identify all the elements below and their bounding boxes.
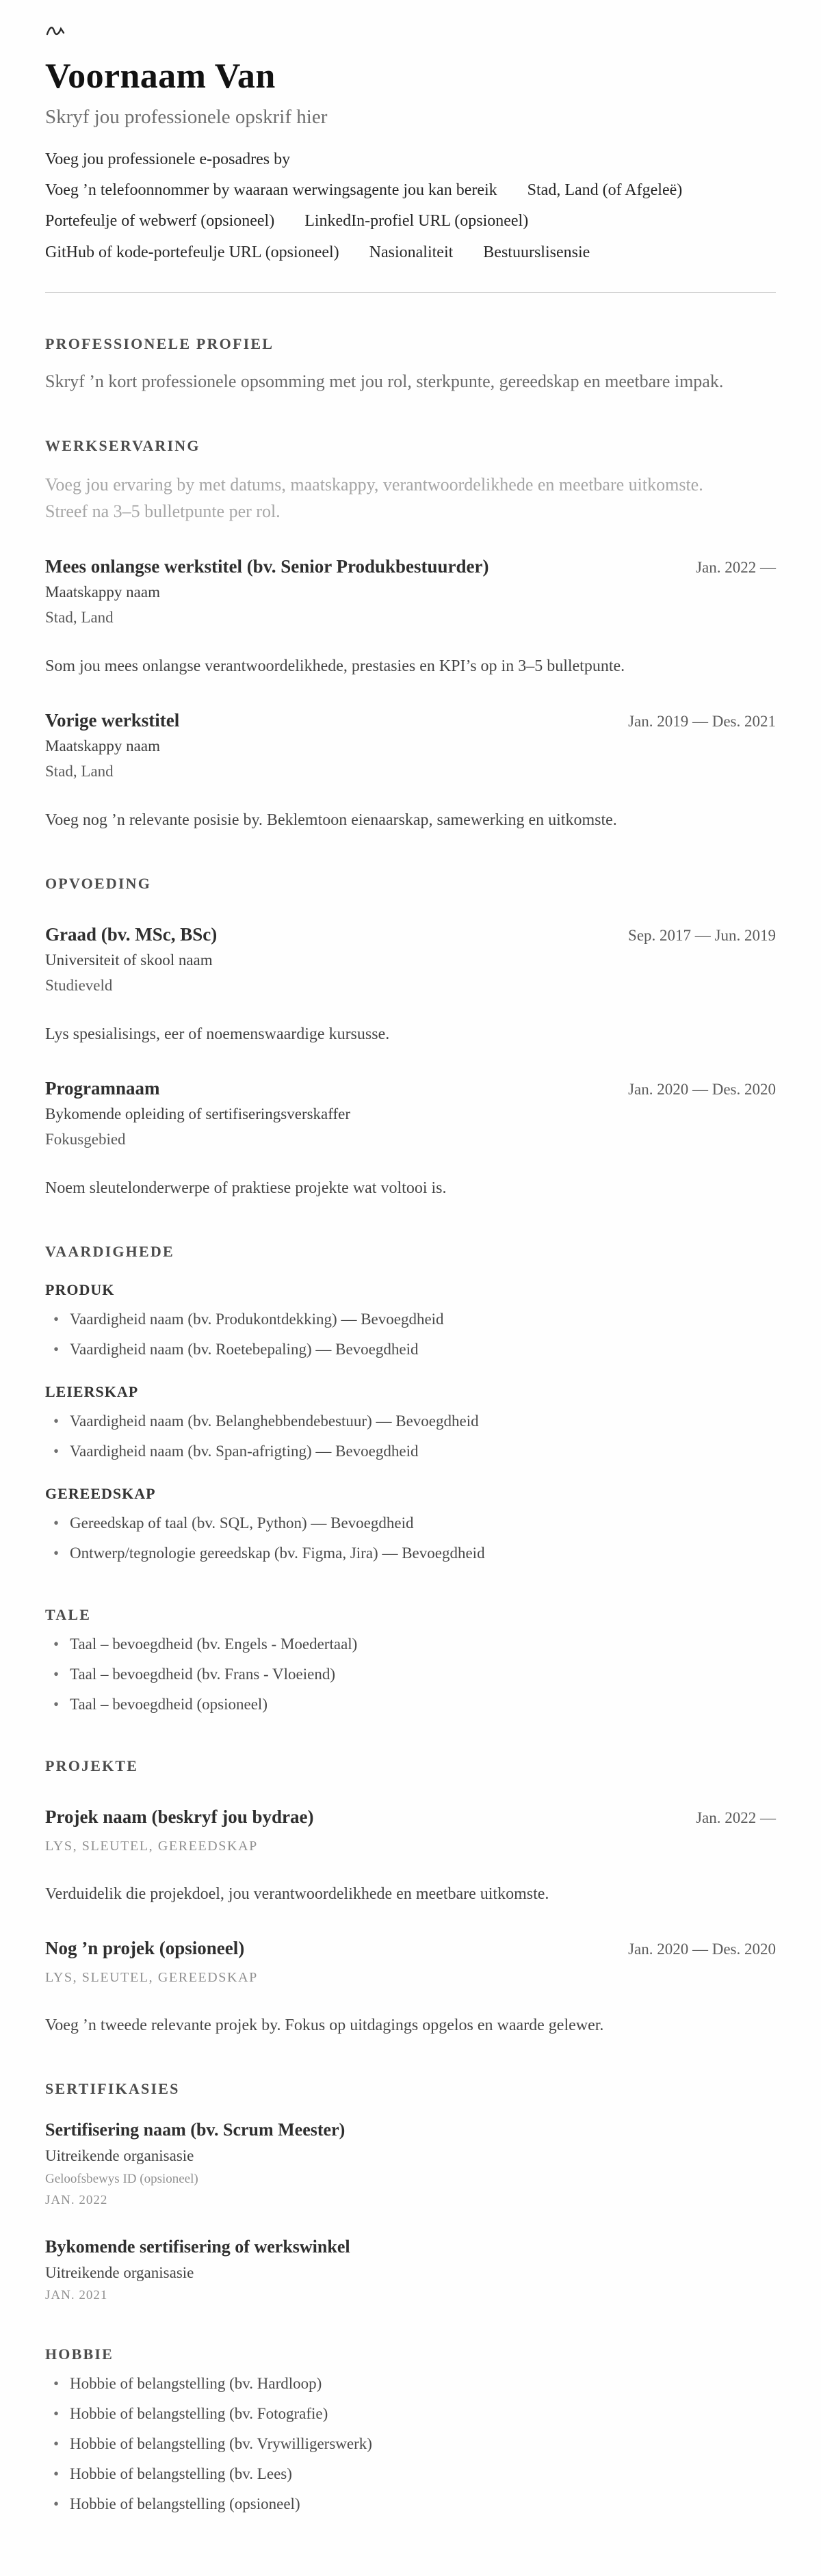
job-title: Mees onlangse werkstitel (bv. Senior Produkbestuurder) bbox=[45, 555, 489, 577]
project-summary: Verduidelik die projekdoel, jou verantwoordelikhede en meetbare uitkomste. bbox=[45, 1885, 549, 1904]
contact-line-1 bbox=[45, 149, 776, 170]
skill-group-title: LEIERSKAP bbox=[45, 1382, 139, 1400]
study-field: Fokusgebied bbox=[45, 1130, 126, 1148]
education-date: Sep. 2017 — Jun. 2019 bbox=[628, 926, 776, 944]
section-certifications bbox=[45, 2080, 776, 2303]
project-stack: LYS, SLEUTEL, GEREEDSKAP bbox=[45, 1839, 258, 1854]
skill-list bbox=[45, 1512, 776, 1564]
experience-hint: Voeg jou ervaring by met datums, maatskappy, verantwoordelikhede en meetbare uitkomste. Streef na 3–5 bulletpunte per rol. bbox=[45, 474, 703, 521]
language-item: • Taal – bevoegdheid (opsioneel) bbox=[45, 1694, 776, 1715]
education-summary: Noem sleutelonderwerpe of praktiese projekte wat voltooi is. bbox=[45, 1179, 447, 1197]
skill-item: • Vaardigheid naam (bv. Belanghebbendebestuur) — Bevoegdheid bbox=[45, 1410, 776, 1432]
job-date: Jan. 2022 — bbox=[696, 558, 776, 576]
skill-list bbox=[45, 1410, 776, 1462]
experience-heading: WERKSERVARING bbox=[45, 436, 200, 454]
contact-linkedin: LinkedIn-profiel URL (opsioneel) bbox=[304, 212, 529, 231]
resume-name: Voornaam Van bbox=[45, 57, 276, 96]
section-experience bbox=[45, 437, 776, 832]
degree-title: Graad (bv. MSc, BSc) bbox=[45, 923, 218, 945]
contact-line-3 bbox=[45, 211, 776, 232]
certification-entry bbox=[45, 2237, 776, 2303]
entry-header bbox=[45, 924, 776, 945]
resume-headline: Skryf jou professionele opskrif hier bbox=[45, 106, 328, 128]
project-date: Jan. 2022 — bbox=[696, 1809, 776, 1827]
entry-header bbox=[45, 710, 776, 731]
skill-group bbox=[45, 1281, 776, 1360]
certifications-heading: SERTIFIKASIES bbox=[45, 2080, 180, 2098]
hobby-item: • Hobbie of belangstelling (opsioneel) bbox=[45, 2493, 776, 2514]
education-entry bbox=[45, 1078, 776, 1200]
contact-phone: Voeg ’n telefoonnommer by waaraan werwingsagente jou kan bereik bbox=[45, 181, 497, 200]
certification-date: JAN. 2021 bbox=[45, 2288, 108, 2303]
institution-name: Universiteit of skool naam bbox=[45, 951, 213, 969]
project-entry bbox=[45, 1806, 776, 1906]
job-location: Stad, Land bbox=[45, 608, 114, 626]
contact-github: GitHub of kode-portefeulje URL (opsioneel) bbox=[45, 243, 339, 261]
education-heading: OPVOEDING bbox=[45, 874, 152, 892]
hobby-item: • Hobbie of belangstelling (bv. Vrywilligerswerk) bbox=[45, 2433, 776, 2454]
skill-group-title: GEREEDSKAP bbox=[45, 1484, 156, 1502]
contact-line-2 bbox=[45, 180, 776, 201]
entry-header bbox=[45, 556, 776, 577]
hobbies-heading: HOBBIE bbox=[45, 2345, 114, 2363]
resume-header bbox=[45, 56, 776, 263]
certification-title: Sertifisering naam (bv. Scrum Meester) bbox=[45, 2120, 346, 2140]
company-name: Maatskappy naam bbox=[45, 583, 160, 601]
skill-group bbox=[45, 1383, 776, 1462]
language-list bbox=[45, 1633, 776, 1715]
project-date: Jan. 2020 — Des. 2020 bbox=[628, 1941, 776, 1958]
language-item: • Taal – bevoegdheid (bv. Frans - Vloeiend) bbox=[45, 1664, 776, 1685]
section-education bbox=[45, 875, 776, 1200]
certification-issuer: Uitreikende organisasie bbox=[45, 2147, 194, 2165]
job-location: Stad, Land bbox=[45, 762, 114, 780]
entry-header bbox=[45, 1806, 776, 1828]
languages-heading: TALE bbox=[45, 1606, 92, 1624]
skills-heading: VAARDIGHEDE bbox=[45, 1242, 174, 1260]
contact-email: Voeg jou professionele e-posadres by bbox=[45, 150, 291, 168]
contact-license: Bestuurslisensie bbox=[483, 243, 590, 261]
entry-header bbox=[45, 1938, 776, 1959]
profile-heading: PROFESSIONELE PROFIEL bbox=[45, 334, 274, 352]
certification-credential: Geloofsbewys ID (opsioneel) bbox=[45, 2172, 198, 2187]
hobby-item: • Hobbie of belangstelling (bv. Lees) bbox=[45, 2463, 776, 2484]
study-field: Studieveld bbox=[45, 976, 113, 994]
project-stack: LYS, SLEUTEL, GEREEDSKAP bbox=[45, 1970, 258, 1986]
contact-block bbox=[45, 149, 776, 263]
certification-date: JAN. 2022 bbox=[45, 2193, 108, 2208]
project-title: Nog ’n projek (opsioneel) bbox=[45, 1938, 245, 1959]
section-projects bbox=[45, 1757, 776, 2038]
job-summary: Som jou mees onlangse verantwoordelikhede, prestasies en KPI’s op in 3–5 bulletpunte. bbox=[45, 657, 625, 675]
certification-title: Bykomende sertifisering of werkswinkel bbox=[45, 2237, 350, 2257]
language-item: • Taal – bevoegdheid (bv. Engels - Moedertaal) bbox=[45, 1633, 776, 1655]
contact-nationality: Nasionaliteit bbox=[369, 243, 454, 261]
section-profile bbox=[45, 335, 776, 395]
experience-entry bbox=[45, 556, 776, 679]
experience-entry bbox=[45, 710, 776, 832]
header-divider bbox=[45, 292, 776, 293]
contact-line-4 bbox=[45, 242, 776, 263]
skill-item: • Gereedskap of taal (bv. SQL, Python) — Bevoegdheid bbox=[45, 1512, 776, 1534]
hobby-item: • Hobbie of belangstelling (bv. Fotografie) bbox=[45, 2403, 776, 2424]
education-entry bbox=[45, 924, 776, 1047]
project-entry bbox=[45, 1938, 776, 2038]
section-skills bbox=[45, 1243, 776, 1564]
project-summary: Voeg ’n tweede relevante projek by. Fokus op uitdagings opgelos en waarde gelewer. bbox=[45, 2016, 604, 2035]
skill-item: • Vaardigheid naam (bv. Produkontdekking) — Bevoegdheid bbox=[45, 1309, 776, 1330]
entry-header bbox=[45, 1078, 776, 1099]
skill-item: • Ontwerp/tegnologie gereedskap (bv. Figma, Jira) — Bevoegdheid bbox=[45, 1542, 776, 1564]
contact-website: Portefeulje of webwerf (opsioneel) bbox=[45, 212, 275, 231]
hobby-list bbox=[45, 2373, 776, 2514]
section-hobbies bbox=[45, 2345, 776, 2514]
job-title: Vorige werkstitel bbox=[45, 709, 180, 731]
scribble-mark-icon bbox=[45, 23, 66, 38]
job-summary: Voeg nog ’n relevante posisie by. Beklemtoon eienaarskap, samewerking en uitkomste. bbox=[45, 811, 617, 829]
section-languages bbox=[45, 1606, 776, 1715]
contact-location: Stad, Land (of Afgeleë) bbox=[527, 181, 683, 200]
certification-issuer: Uitreikende organisasie bbox=[45, 2264, 194, 2282]
company-name: Maatskappy naam bbox=[45, 737, 160, 754]
profile-summary: Skryf ’n kort professionele opsomming met jou rol, sterkpunte, gereedskap en meetbare impak. bbox=[45, 371, 724, 391]
skill-list bbox=[45, 1309, 776, 1360]
certification-entry bbox=[45, 2120, 776, 2208]
degree-title: Programnaam bbox=[45, 1077, 160, 1099]
projects-heading: PROJEKTE bbox=[45, 1757, 139, 1775]
job-date: Jan. 2019 — Des. 2021 bbox=[628, 712, 776, 730]
skill-group bbox=[45, 1485, 776, 1564]
skill-item: • Vaardigheid naam (bv. Span-afrigting) — Bevoegdheid bbox=[45, 1441, 776, 1462]
institution-name: Bykomende opleiding of sertifiseringsverskaffer bbox=[45, 1105, 351, 1122]
education-summary: Lys spesialisings, eer of noemenswaardige kursusse. bbox=[45, 1025, 390, 1043]
skill-item: • Vaardigheid naam (bv. Roetebepaling) — Bevoegdheid bbox=[45, 1339, 776, 1360]
education-date: Jan. 2020 — Des. 2020 bbox=[628, 1080, 776, 1098]
hobby-item: • Hobbie of belangstelling (bv. Hardloop) bbox=[45, 2373, 776, 2394]
project-title: Projek naam (beskryf jou bydrae) bbox=[45, 1806, 314, 1828]
skill-group-title: PRODUK bbox=[45, 1280, 115, 1298]
